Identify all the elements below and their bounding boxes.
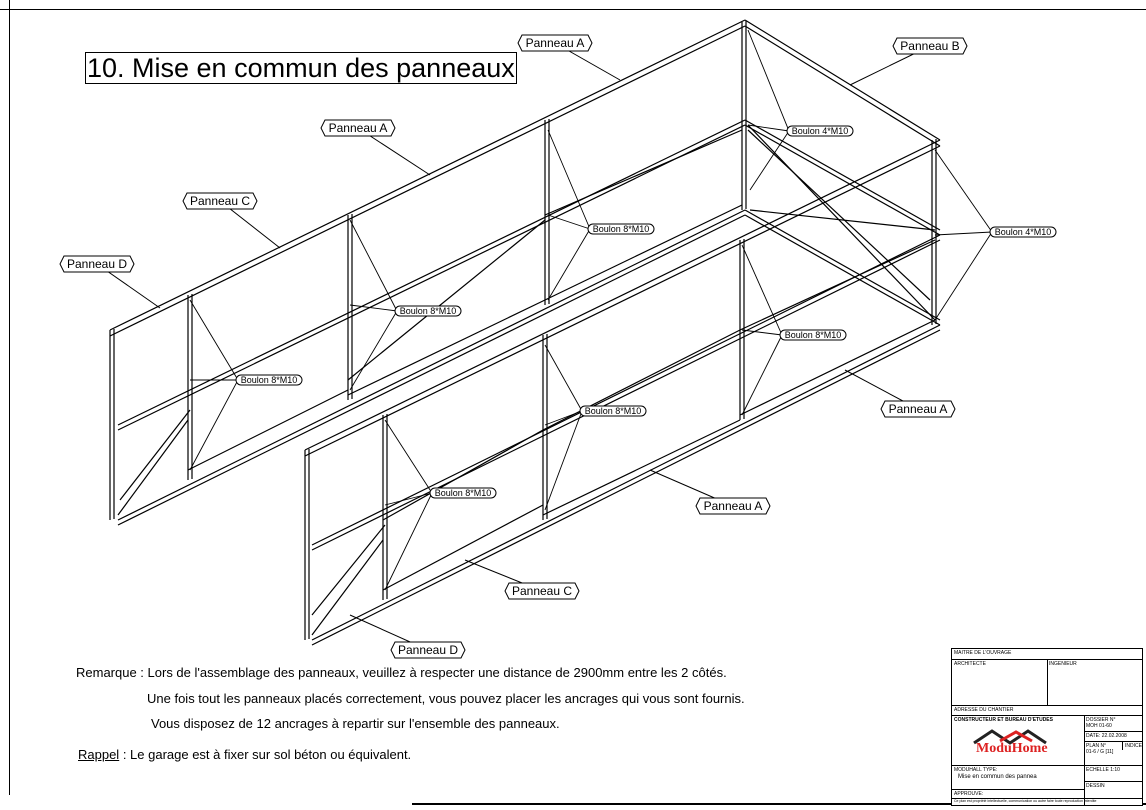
tb-dossier-value: MOH 01-60 xyxy=(1086,723,1112,729)
tb-date-label: DATE xyxy=(1086,733,1099,739)
tb-dossier xyxy=(1084,715,1142,730)
bolt-leader xyxy=(742,245,782,335)
tb-divider xyxy=(1047,659,1048,705)
bolt-label: Boulon 4*M10 xyxy=(994,227,1052,237)
tb-footer: Ce plan est propriété intellectuelle, communication ou autre faire toute reproduction interdite xyxy=(952,798,1142,804)
top-rail-front-wall xyxy=(305,140,940,450)
tb-approuve: APPROUVE: xyxy=(952,789,1084,798)
bolt-label: Boulon 8*M10 xyxy=(784,330,842,340)
callout-label: Panneau A xyxy=(888,402,948,416)
bolt-label: Boulon 8*M10 xyxy=(592,224,650,234)
bottom-rail-left-wall xyxy=(118,210,745,520)
diagonal-brace xyxy=(383,430,543,520)
remarque-note: Remarque : Lors de l'assemblage des panneaux, veuillez à respecter une distance de 2900mm entre les 2 côtés. xyxy=(76,665,727,680)
rappel-note xyxy=(78,747,411,762)
tb-date-value: 22.02.2008 xyxy=(1101,733,1127,739)
tb-ingenieur: INGENIEUR xyxy=(1047,659,1142,668)
callout-panneau_b xyxy=(893,38,967,54)
moduhome-logo xyxy=(970,729,1070,759)
diagonal-brace xyxy=(740,240,935,330)
bolt-leader xyxy=(748,30,789,131)
tb-echelle-label: ECHELLE xyxy=(1086,767,1109,773)
bolt-b8_5 xyxy=(580,406,646,416)
callout-label: Panneau A xyxy=(703,499,763,513)
bolt-label: Boulon 4*M10 xyxy=(791,126,849,136)
bolt-leader xyxy=(935,232,992,235)
bolt-leader xyxy=(350,311,397,390)
page-title: 10. Mise en commun des panneaux xyxy=(87,53,515,83)
bolt-b8_1 xyxy=(588,224,654,234)
bolt-leader xyxy=(350,220,397,311)
rappel-text: : Le garage est à fixer sur sol béton ou équivalent. xyxy=(119,747,412,762)
rappel-label: Rappel xyxy=(78,747,120,762)
diagonal-brace xyxy=(750,210,935,230)
diagonal-brace xyxy=(748,125,935,320)
tb-indice: INDICE xyxy=(1122,741,1142,750)
callout-label: Panneau B xyxy=(900,39,960,53)
bolt-label: Boulon 8*M10 xyxy=(584,406,642,416)
bolt-leader xyxy=(548,215,590,229)
bottom-rail-left-wall xyxy=(118,215,745,525)
callout-label: Panneau C xyxy=(511,584,573,598)
bolt-b8_2 xyxy=(395,306,461,316)
tb-architecte: ARCHITECTE xyxy=(952,659,1047,668)
tb-dossier-label: DOSSIER N° xyxy=(1086,717,1116,723)
bolt-label: Boulon 8*M10 xyxy=(399,306,457,316)
callout-label: Panneau A xyxy=(525,36,585,50)
tb-date: DATE: 22.02.2008 xyxy=(1084,731,1142,740)
callout-panneau_c_left xyxy=(183,193,257,209)
diagonal-brace xyxy=(383,505,543,590)
mid-rail-front-wall xyxy=(312,240,940,550)
bolt-leader xyxy=(935,232,992,320)
bolt-leader xyxy=(548,130,590,229)
tb-plan-label: PLAN N° xyxy=(1086,743,1107,749)
diagonal-brace xyxy=(348,220,545,380)
callout-panneau_d_left xyxy=(60,256,134,272)
bolt-leader xyxy=(742,335,782,415)
bolt-b8_3 xyxy=(236,375,302,385)
bolt-leader xyxy=(545,345,582,411)
note-line-3: Vous disposez de 12 ancrages à repartir sur l'ensemble des panneaux. xyxy=(151,716,560,731)
bolt-leader xyxy=(545,411,582,425)
diagonal-brace xyxy=(545,205,742,300)
bolt-leader xyxy=(385,420,432,493)
tb-plan xyxy=(1084,741,1122,756)
logo-text: ModuHome xyxy=(976,741,1048,756)
tb-echelle xyxy=(1084,765,1142,774)
callout-label: Panneau D xyxy=(66,257,128,271)
bolt-label: Boulon 8*M10 xyxy=(434,488,492,498)
bolt-leader xyxy=(385,493,432,590)
title-block xyxy=(951,648,1143,806)
callout-panneau_a_right xyxy=(881,401,955,417)
tb-constructeur: CONSTRUCTEUR ET BUREAU D'ETUDES xyxy=(952,715,1084,724)
callout-panneau_d_bottom xyxy=(391,642,465,658)
tb-plan-value: 01-6 / G [11] xyxy=(1086,749,1114,755)
bottom-rail-front-wall xyxy=(312,325,940,640)
mid-rail-left-wall xyxy=(118,120,745,425)
diagonal-brace xyxy=(312,540,383,635)
tb-maitre: MAITRE DE L'OUVRAGE xyxy=(954,650,1012,656)
top-rail-left-wall xyxy=(110,20,745,330)
tb-type: MODUHALL TYPE: xyxy=(952,765,1084,774)
callout-panneau_c_bottom xyxy=(505,583,579,599)
bolt-b8_4 xyxy=(780,330,846,340)
callout-label: Panneau C xyxy=(189,194,251,208)
bolt-label: Boulon 8*M10 xyxy=(240,375,298,385)
callout-panneau_a_top xyxy=(518,35,592,51)
top-rail-left-wall xyxy=(110,26,745,336)
bolt-leader xyxy=(190,300,238,380)
bolt-leader xyxy=(385,493,432,505)
diagonal-brace xyxy=(188,390,348,470)
bolt-b4_right xyxy=(990,227,1056,237)
note-line-2: Une fois tout les panneaux placés correctement, vous pouvez placer les ancrages qui vous sont fournis. xyxy=(147,691,745,706)
bolt-b4_top xyxy=(787,126,853,136)
callout-label: Panneau A xyxy=(328,121,388,135)
tb-echelle-value: 1:10 xyxy=(1110,767,1120,773)
tb-dessin: DESSIN xyxy=(1084,781,1142,790)
tb-adresse: ADRESSE DU CHANTIER xyxy=(952,705,1142,714)
bolt-leader xyxy=(935,150,992,232)
callout-panneau_a_bottom xyxy=(696,498,770,514)
diagonal-brace xyxy=(748,130,930,300)
diagonal-brace xyxy=(118,420,188,515)
mid-rail-left-wall xyxy=(118,125,745,430)
callout-panneau_a_mid xyxy=(321,120,395,136)
tb-type-value: Mise en commun des pannea xyxy=(958,774,1037,780)
bottom-rail-back-wall xyxy=(745,215,940,325)
bolt-b8_6 xyxy=(430,488,496,498)
diagonal-brace xyxy=(312,525,385,615)
callout-label: Panneau D xyxy=(397,643,459,657)
diagonal-brace xyxy=(545,130,742,215)
bolt-leader xyxy=(750,131,789,190)
